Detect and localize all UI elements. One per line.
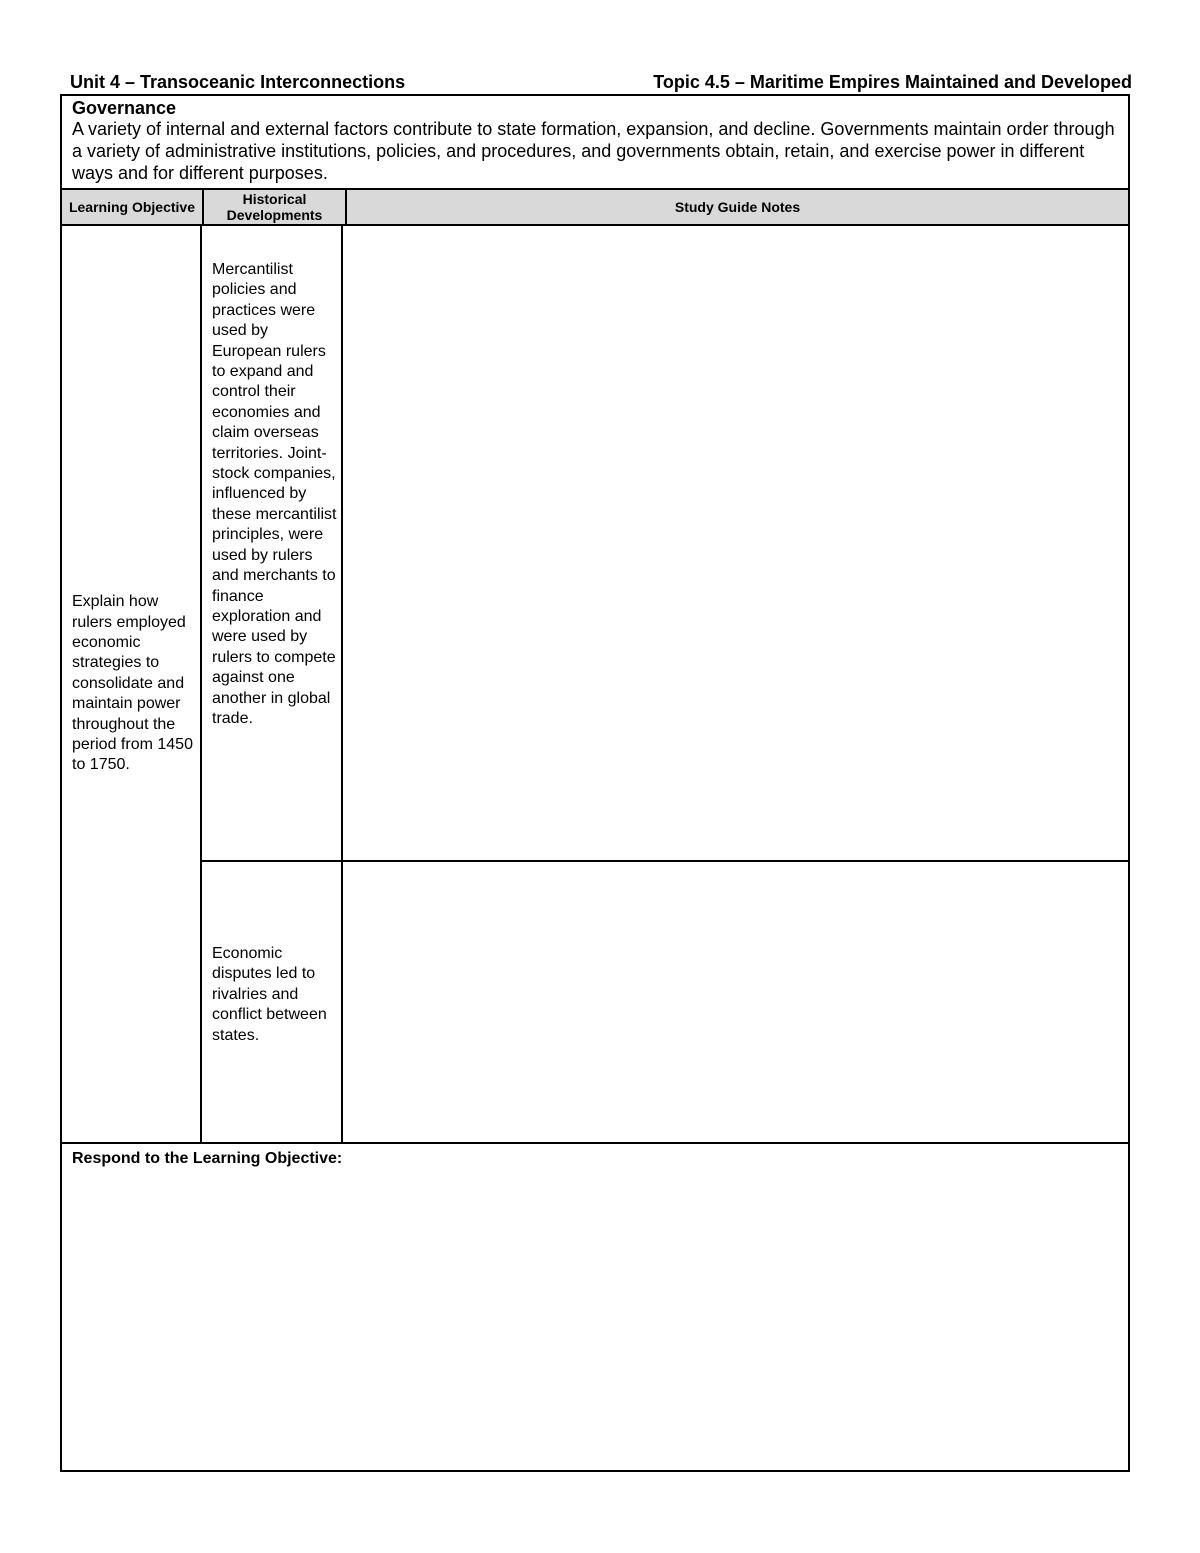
study-guide-notes-column bbox=[343, 226, 1128, 1142]
learning-objective-text: Explain how rulers employed economic strategies to consolidate and maintain power throughout the period from 1450 to 1750. bbox=[72, 593, 193, 774]
column-header-historical-developments: Historical Developments bbox=[202, 190, 347, 224]
unit-title: Unit 4 – Transoceanic Interconnections bbox=[70, 72, 406, 92]
respond-section[interactable] bbox=[60, 1144, 1130, 1472]
theme-section bbox=[60, 94, 1130, 188]
page-header bbox=[70, 70, 1132, 94]
topic-title: Topic 4.5 – Maritime Empires Maintained and Developed bbox=[653, 72, 1132, 92]
table-body bbox=[60, 226, 1130, 1144]
respond-label: Respond to the Learning Objective: bbox=[72, 1150, 343, 1167]
historical-developments-column bbox=[202, 226, 343, 1142]
historical-development-cell-1: Mercantilist policies and practices were used by European rulers to expand and control their economies and claim overseas territories. Joint-stock companies, influenced by these mercantilist principles, were used by rulers and merchants to finance exploration and were used by rulers to compete against one another in global trade. bbox=[202, 226, 341, 862]
historical-development-cell-2: Economic disputes led to rivalries and conflict between states. bbox=[212, 945, 327, 1044]
column-header-row bbox=[60, 188, 1130, 226]
column-header-study-guide-notes: Study Guide Notes bbox=[674, 199, 801, 215]
study-guide-notes-cell-2[interactable] bbox=[343, 862, 1128, 1142]
theme-description: A variety of internal and external factors contribute to state formation, expansion, and decline. Governments maintain order through a variety of administrative institutions, policies, and procedures, and governments obtain, retain, and exercise power in different ways and for different purposes. bbox=[72, 119, 1115, 183]
column-header-learning-objective: Learning Objective bbox=[68, 199, 196, 215]
study-guide-table bbox=[60, 94, 1130, 1472]
learning-objective-cell bbox=[62, 226, 202, 1142]
study-guide-notes-cell-1[interactable] bbox=[343, 226, 1128, 862]
theme-title: Governance bbox=[72, 98, 177, 118]
